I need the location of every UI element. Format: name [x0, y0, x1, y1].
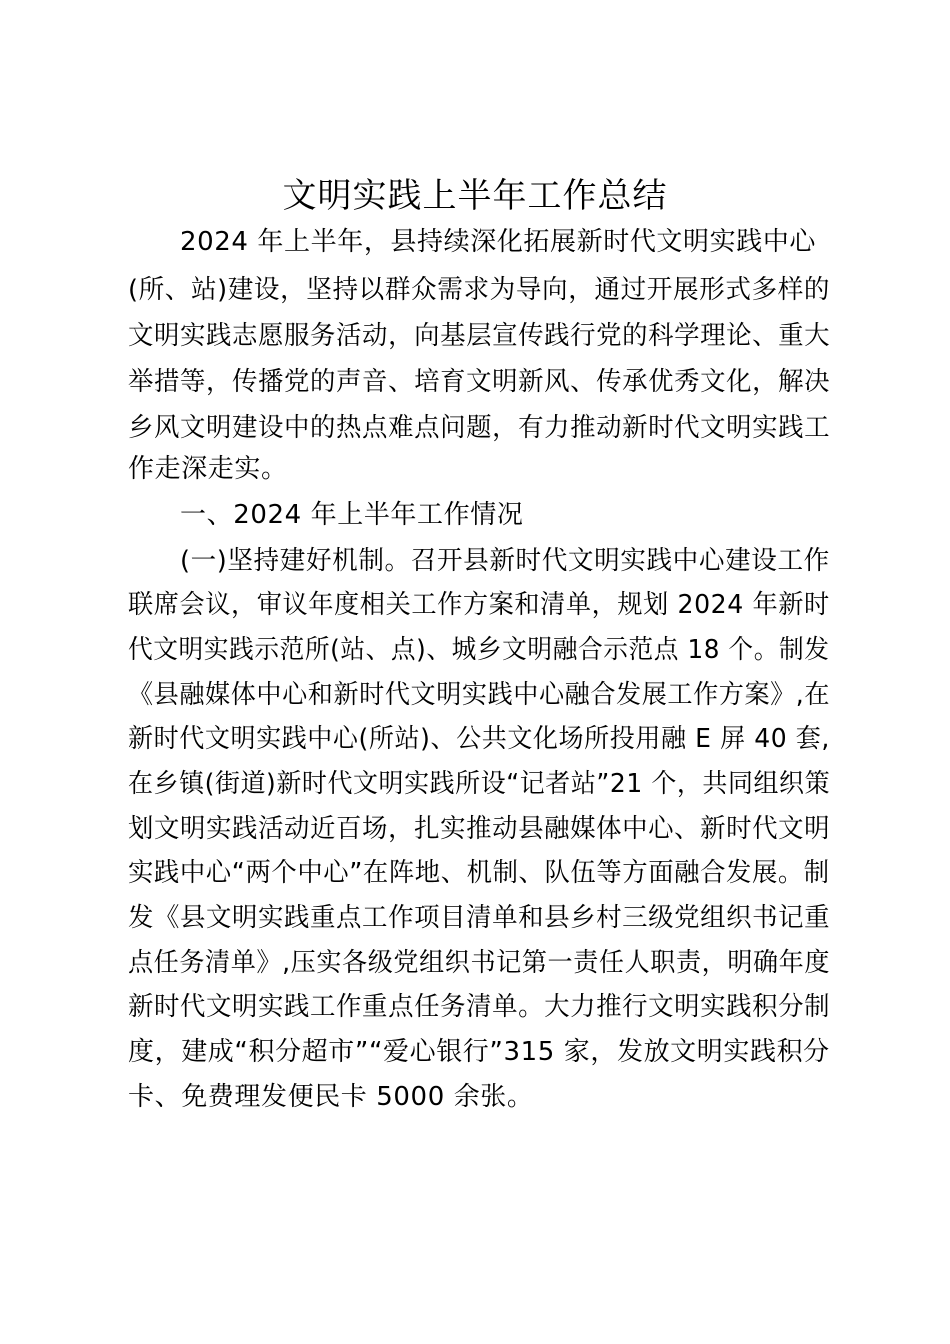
document-title: 文明实践上半年工作总结: [282, 176, 668, 216]
paragraph-line: 代文明实践示范所(站、点)、城乡文明融合示范点 18 个。制发: [128, 635, 830, 665]
paragraph-line: 点任务清单》,压实各级党组织书记第一责任人职责，明确年度: [128, 948, 831, 978]
paragraph-line: 实践中心“两个中心”在阵地、机制、队伍等方面融合发展。制: [128, 858, 830, 888]
paragraph-line: 《县融媒体中心和新时代文明实践中心融合发展工作方案》,在: [128, 680, 831, 710]
section-heading: 一、2024 年上半年工作情况: [180, 500, 524, 530]
paragraph-line: 作走深走实。: [128, 454, 288, 484]
paragraph-line: (一)坚持建好机制。召开县新时代文明实践中心建设工作: [180, 546, 830, 576]
paragraph-line: 文明实践志愿服务活动，向基层宣传践行党的科学理论、重大: [128, 321, 831, 351]
paragraph-line: 在乡镇(街道)新时代文明实践所设“记者站”21 个，共同组织策: [128, 769, 831, 799]
paragraph-line: 联席会议，审议年度相关工作方案和清单，规划 2024 年新时: [128, 590, 830, 620]
paragraph-line: 新时代文明实践中心(所站)、公共文化场所投用融 E 屏 40 套,: [128, 724, 830, 754]
paragraph-line: 举措等，传播党的声音、培育文明新风、传承优秀文化，解决: [128, 367, 831, 397]
paragraph-line: 划文明实践活动近百场，扎实推动县融媒体中心、新时代文明: [128, 814, 831, 844]
paragraph-line: (所、站)建设，坚持以群众需求为导向，通过开展形式多样的: [128, 275, 831, 305]
paragraph-line: 度，建成“积分超市”“爱心银行”315 家，发放文明实践积分: [128, 1037, 830, 1067]
paragraph-line: 新时代文明实践工作重点任务清单。大力推行文明实践积分制: [128, 992, 831, 1022]
paragraph-line: 2024 年上半年，县持续深化拓展新时代文明实践中心: [180, 227, 817, 257]
paragraph-line: 卡、免费理发便民卡 5000 余张。: [128, 1082, 534, 1112]
paragraph-line: 乡风文明建设中的热点难点问题，有力推动新时代文明实践工: [128, 413, 831, 443]
paragraph-line: 发《县文明实践重点工作项目清单和县乡村三级党组织书记重: [128, 903, 831, 933]
